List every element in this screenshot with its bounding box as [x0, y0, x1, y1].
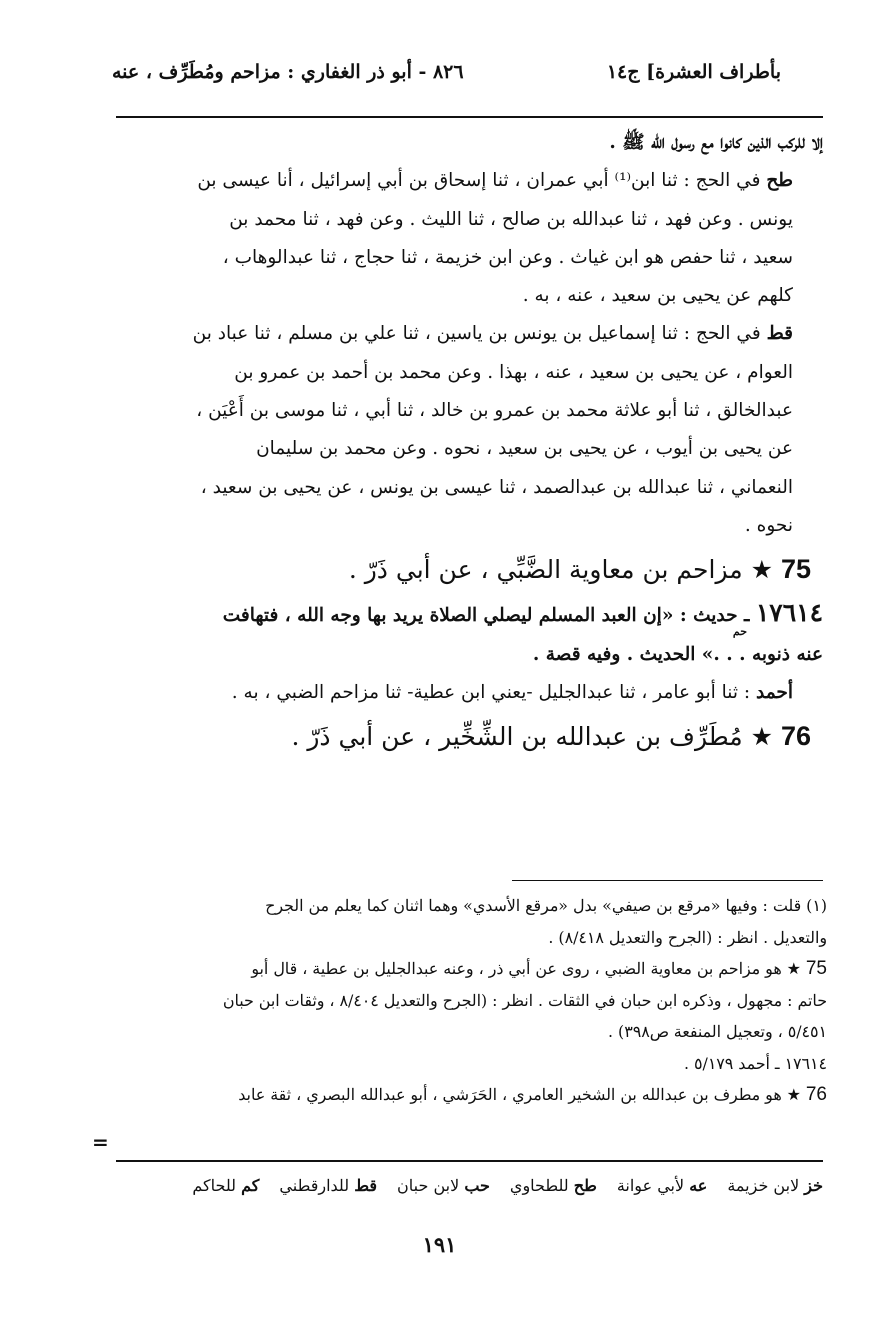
footnote-1: (١) قلت : وفيها «مرقع بن صيفي» بدل «مرقع الأسدي» وهما اثنان كما يعلم من الجرح والتعديل . انظر : (الجرح والتعديل ٨/٤١٨) .	[265, 896, 827, 947]
paragraph-3-text: في الحج : ثنا إسماعيل بن يونس بن ياسين ، ثنا علي بن مسلم ، ثنا عباد بن العوام ، عن يحيى بن سعيد ، عنه ، بهذا . وعن محمد بن أحمد بن عمرو بن عبدالخالق ، ثنا أبو علاثة محمد بن عمرو بن خالد ، ثنا أبي ، ثنا موسى بن أَعْيَن ، عن يحيى بن أيوب ، عن يحيى بن سعيد ، نحوه . وعن محمد بن سليمان النعماني ، ثنا عبدالله بن عبدالصمد ، ثنا عيسى بن يونس ، عن يحيى بن سعيد ، نحوه .	[192, 323, 793, 536]
footnote-75-text: ★ هو مزاحم بن معاوية الضبي ، روى عن أبي ذر ، وعنه عبدالجليل بن عطية ، قال أبو حاتم : مجهول ، وذكره ابن حبان في الثقات . انظر : (الجرح والتعديل ٨/٤٠٤ ، وثقات ابن حبان ٥/٤٥١ ، وتعجيل المنفعة ص٣٩٨) .	[222, 959, 827, 1041]
source-code-qat: قط	[766, 323, 793, 345]
entry-title-75-text: ★ مزاحم بن معاوية الضَّبِّي ، عن أبي ذَرّ .	[348, 555, 781, 585]
hadith-number: ١٧٦١٤	[755, 598, 823, 628]
entry-number-75: 75	[780, 554, 811, 585]
source-code-ahmad: أحمد	[756, 681, 793, 703]
paragraph-1: إلا للركب الذين كانوا مع رسول الله ﷺ .	[609, 132, 823, 153]
hadith-text: ـ حديث : «إن العبد المسلم ليصلي الصلاة يريد بها وجه الله ، فتهافت عنه ذنوبه . . .» الحديث . وفيه قصة .	[222, 605, 823, 665]
footnote-76-text: ★ هو مطرف بن عبدالله بن الشخير العامري ، الحَرَشي ، أبو عبدالله البصري ، ثقة عابد	[238, 1085, 806, 1104]
header-rule	[116, 116, 823, 118]
entry-number-76: 76	[780, 721, 811, 752]
footnote-75-number: 75	[805, 958, 827, 979]
header-section-title: ٨٢٦ - أبو ذر الغفاري : مزاحم ومُطَرِّف ، عنه	[112, 61, 464, 83]
entry-title-75	[116, 545, 823, 594]
footnote-76	[116, 1079, 827, 1111]
page-number: ١٩١	[422, 1232, 457, 1257]
abbrev-item: قط للدارقطني	[279, 1175, 378, 1195]
abbreviations-key	[116, 1167, 823, 1203]
paragraph-3	[116, 315, 823, 545]
main-text	[116, 124, 823, 761]
paragraph-2-text: في الحج : ثنا ابن⁽¹⁾ أبي عمران ، ثنا إسحاق بن أبي إسرائيل ، أنا عيسى بن يونس . وعن فهد ، ثنا عبدالله بن صالح ، ثنا الليث . وعن فهد ، ثنا محمد بن سعيد ، ثنا حفص هو ابن غياث . وعن ابن خزيمة ، ثنا حجاج ، ثنا عبدالوهاب ، كلهم عن يحيى بن سعيد ، عنه ، به .	[197, 170, 793, 307]
paragraph-ahmad-text: : ثنا أبو عامر ، ثنا عبدالجليل -يعني ابن عطية- ثنا مزاحم الضبي ، به .	[231, 681, 757, 703]
abbrev-item: حب لابن حبان	[397, 1175, 490, 1195]
abbrev-item: عه لأبي عوانة	[616, 1175, 708, 1195]
paragraph-2	[116, 162, 823, 315]
footnote-rule	[512, 880, 823, 881]
footnote-76-number: 76	[805, 1084, 827, 1105]
entry-title-76-text: ★ مُطَرِّف بن عبدالله بن الشِّخِّير ، عن أبي ذَرّ .	[291, 722, 781, 752]
running-header	[112, 52, 781, 92]
paragraph-ahmad	[116, 674, 823, 712]
hadith-symbol: حم	[732, 625, 747, 639]
hadith-17614	[116, 594, 823, 674]
source-code-tah: طح	[766, 170, 793, 192]
footnotes	[116, 890, 827, 1111]
abbrev-item: كم للحاكم	[192, 1175, 260, 1195]
continuation-mark: =	[92, 1130, 109, 1154]
abbrev-item: خز لابن خزيمة	[727, 1175, 823, 1195]
entry-title-76	[116, 712, 823, 761]
header-book-title: بأطراف العشرة] ج١٤	[606, 61, 781, 83]
abbrev-item: طح للطحاوي	[509, 1175, 597, 1195]
footnote-75	[116, 953, 827, 1048]
footer-rule	[116, 1160, 823, 1162]
footnote-17614: ١٧٦١٤ ـ أحمد ٥/١٧٩ .	[683, 1053, 827, 1073]
